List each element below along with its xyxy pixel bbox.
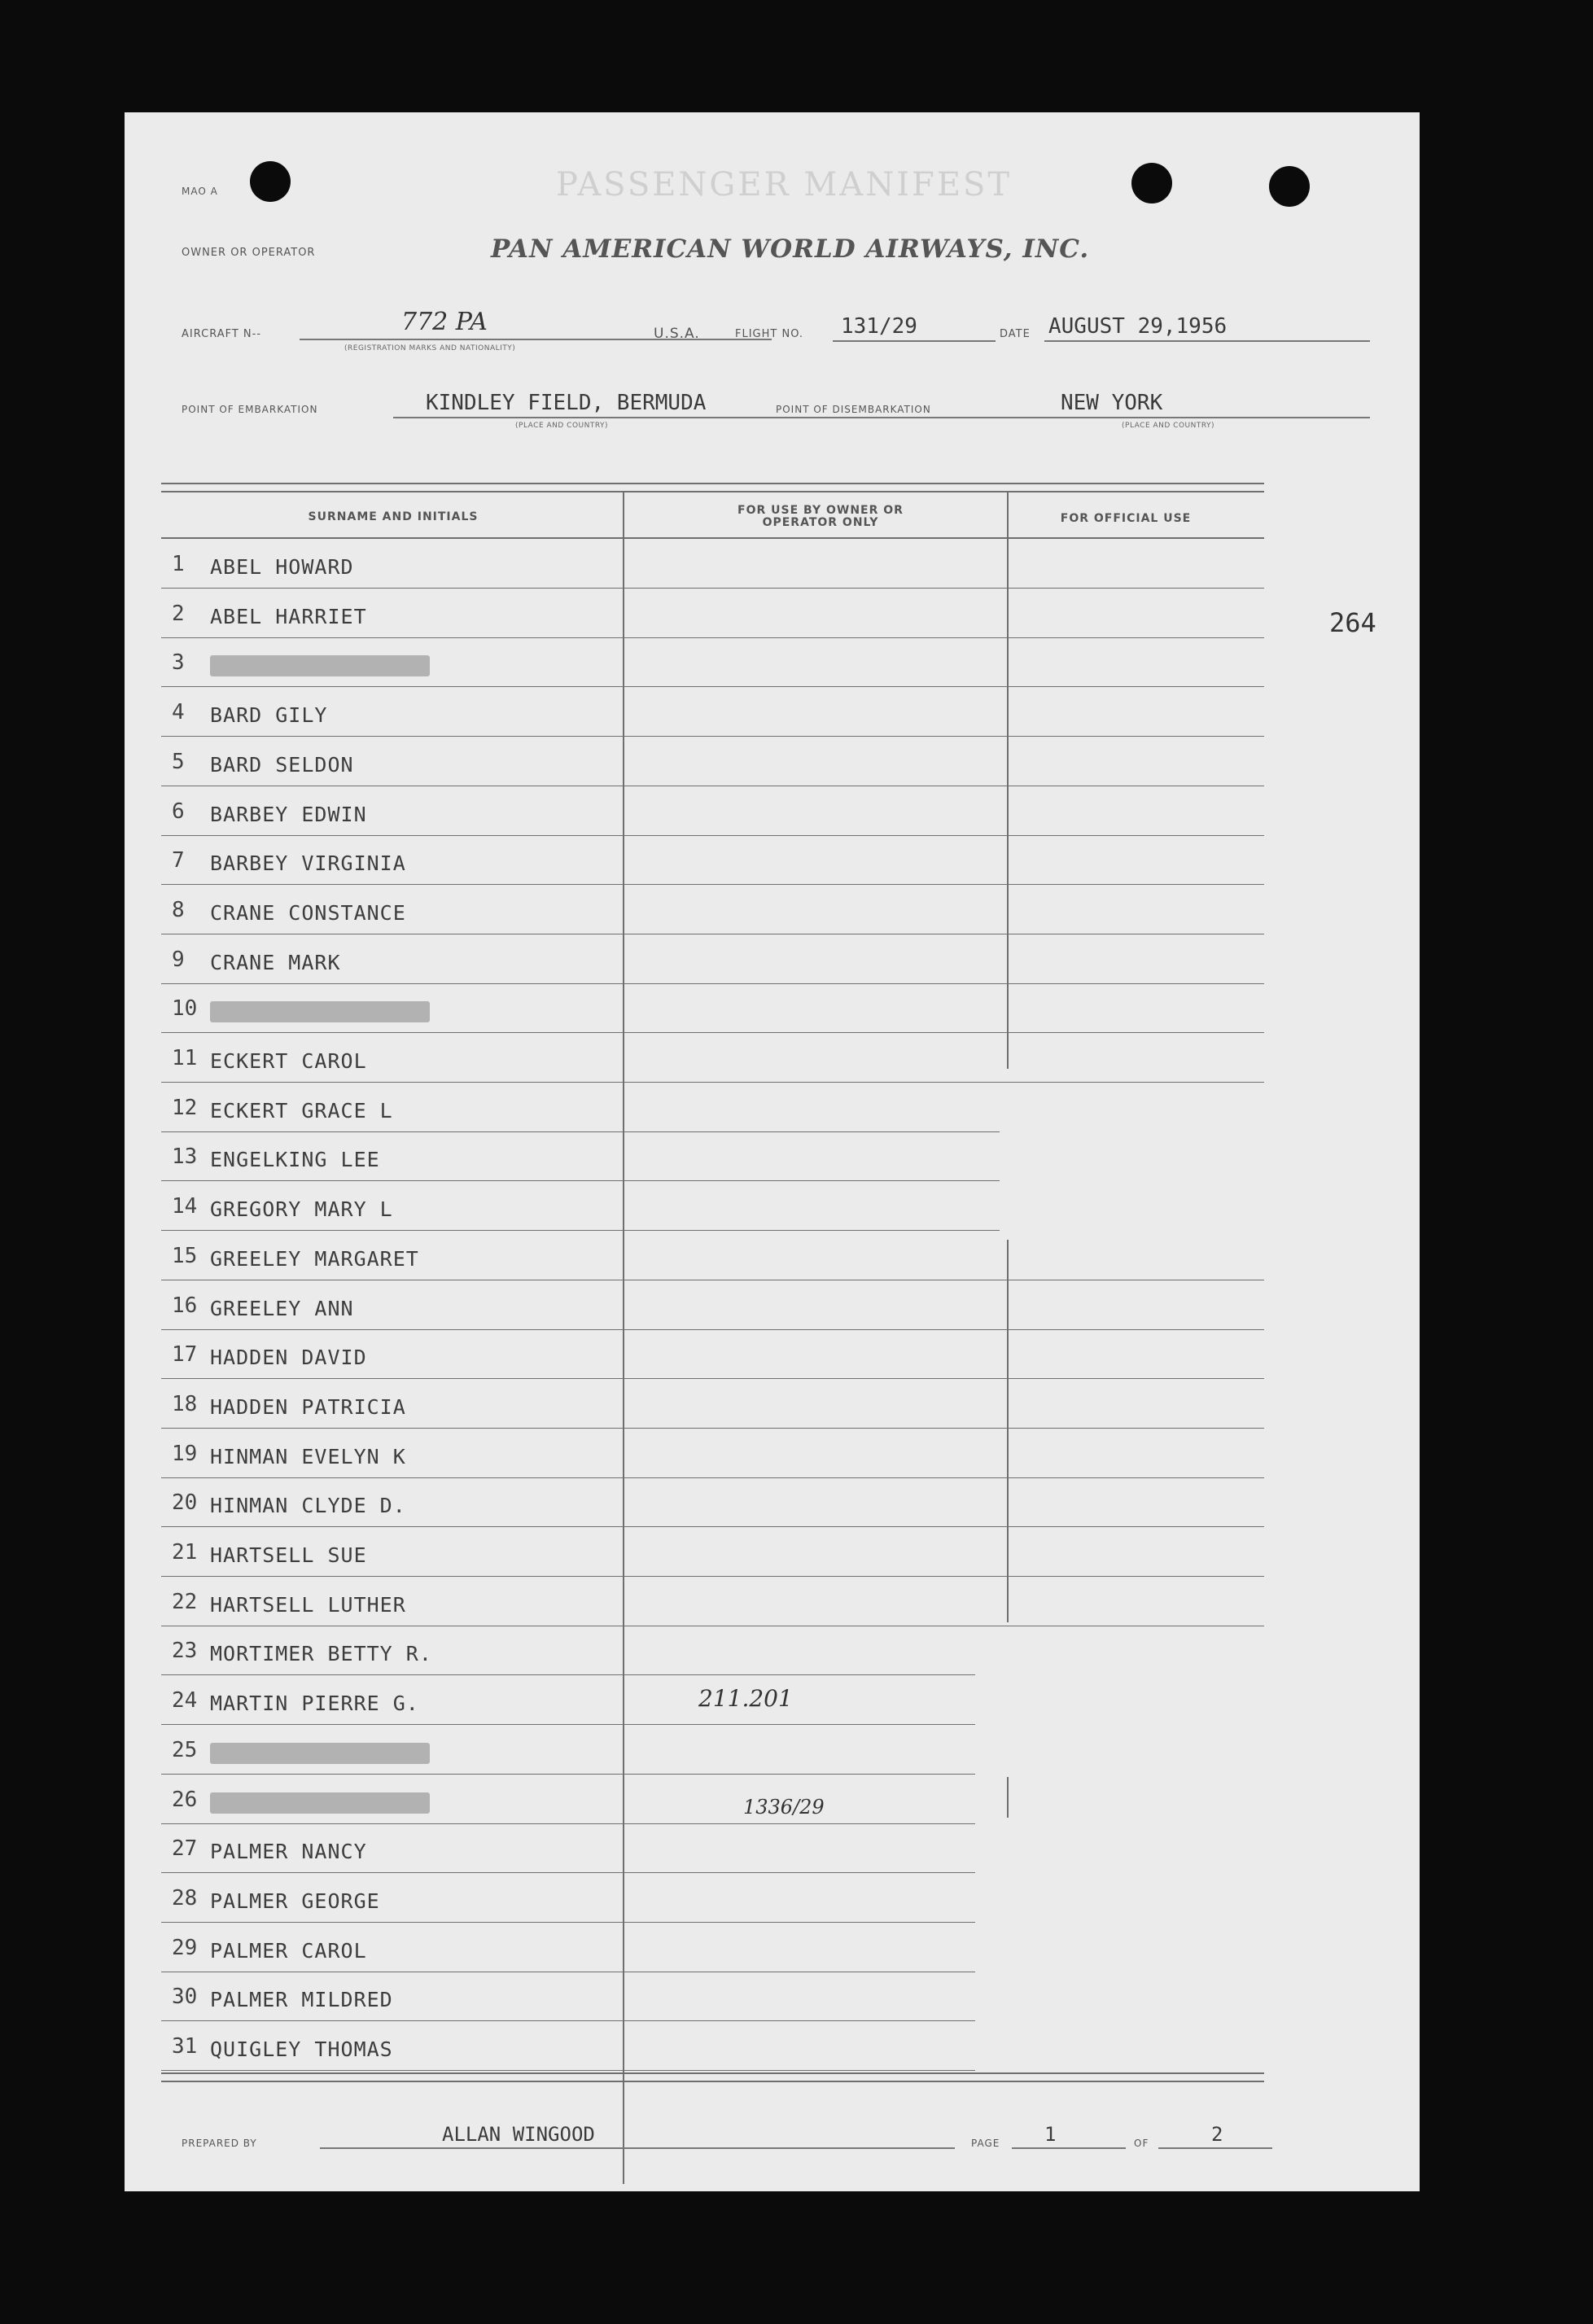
row-number: 14 <box>172 1194 198 1219</box>
row-rule <box>161 1774 975 1775</box>
flight-value: 131/29 <box>841 314 917 339</box>
disembark-label: POINT OF DISEMBARKATION <box>776 404 931 415</box>
row-number: 7 <box>172 848 185 873</box>
table-bottom-rule <box>161 2072 1264 2074</box>
page-annotation: 264 <box>1329 607 1376 638</box>
row-rule <box>161 884 1264 885</box>
row-rule <box>161 1724 975 1725</box>
passenger-name: GREGORY MARY L <box>210 1197 393 1222</box>
table-top-rule <box>161 483 1264 484</box>
row-number: 31 <box>172 2034 198 2059</box>
passenger-name: MORTIMER BETTY R. <box>210 1642 432 1666</box>
date-underline <box>1044 340 1370 342</box>
passenger-name: PALMER GEORGE <box>210 1889 380 1913</box>
row-number: 29 <box>172 1935 198 1960</box>
row-number: 3 <box>172 650 185 676</box>
aircraft-sub: (REGISTRATION MARKS AND NATIONALITY) <box>344 344 516 352</box>
passenger-name: MARTIN PIERRE G. <box>210 1692 419 1716</box>
redacted-entry <box>210 1743 430 1764</box>
embark-sub: (PLACE AND COUNTRY) <box>515 422 609 430</box>
date-value: AUGUST 29,1956 <box>1048 314 1228 339</box>
disembark-sub: (PLACE AND COUNTRY) <box>1122 422 1215 430</box>
row-number: 12 <box>172 1095 198 1120</box>
redacted-entry <box>210 655 430 676</box>
embark-value: KINDLEY FIELD, BERMUDA <box>426 391 707 415</box>
passenger-name: ENGELKING LEE <box>210 1148 380 1172</box>
passenger-name: HINMAN CLYDE D. <box>210 1494 406 1518</box>
col-header-name: SURNAME AND INITIALS <box>308 510 479 523</box>
aircraft-underline <box>300 339 772 340</box>
col-divider-2b <box>1007 1240 1009 1622</box>
row-rule <box>161 1082 1264 1083</box>
of-label: OF <box>1134 2138 1149 2149</box>
passenger-name: ECKERT CAROL <box>210 1049 367 1073</box>
row-rule <box>161 1032 1264 1033</box>
row-number: 11 <box>172 1046 198 1070</box>
table-header-rule <box>161 537 1264 539</box>
flight-underline <box>833 340 996 342</box>
row-number: 28 <box>172 1885 198 1910</box>
row-rule <box>161 835 1264 836</box>
owner-value: PAN AMERICAN WORLD AIRWAYS, INC. <box>491 234 1090 264</box>
passenger-name: ABEL HOWARD <box>210 555 354 579</box>
row-rule <box>161 686 1264 687</box>
row-number: 15 <box>172 1243 198 1268</box>
form-code: MAO A <box>182 186 218 197</box>
flight-label: FLIGHT NO. <box>735 328 804 340</box>
date-label: DATE <box>1000 328 1031 340</box>
row-rule <box>161 1674 975 1675</box>
owner-label: OWNER OR OPERATOR <box>182 247 316 259</box>
row-number: 27 <box>172 1836 198 1862</box>
page-underline <box>1012 2147 1126 2149</box>
row-number: 4 <box>172 700 185 725</box>
punch-hole-icon <box>1269 166 1310 207</box>
passenger-name: HARTSELL LUTHER <box>210 1592 406 1617</box>
embark-underline <box>393 417 1370 418</box>
row-number: 6 <box>172 799 185 824</box>
row-rule <box>161 1872 975 1873</box>
row-number: 10 <box>172 996 198 1022</box>
of-value: 2 <box>1211 2123 1223 2146</box>
row-rule <box>161 1131 1000 1132</box>
passenger-name: GREELEY ANN <box>210 1296 354 1320</box>
owner-note-2: 1336/29 <box>743 1796 825 1818</box>
row-number: 23 <box>172 1639 198 1664</box>
table-bottom-rule-2 <box>161 2081 1264 2082</box>
row-rule <box>161 1477 1264 1478</box>
row-rule <box>161 1329 1264 1330</box>
row-number: 16 <box>172 1293 198 1318</box>
page-label: PAGE <box>971 2138 1000 2149</box>
row-number: 13 <box>172 1144 198 1170</box>
row-number: 21 <box>172 1540 198 1565</box>
owner-note-1: 211.201 <box>698 1685 793 1712</box>
usa-label: U.S.A. <box>654 326 700 342</box>
passenger-name: BARD SELDON <box>210 752 354 777</box>
passenger-name: PALMER NANCY <box>210 1840 367 1864</box>
redacted-entry <box>210 1792 430 1814</box>
col-divider-2 <box>1007 491 1009 1069</box>
row-number: 25 <box>172 1737 198 1762</box>
of-underline <box>1158 2147 1272 2149</box>
col-header-official: FOR OFFICIAL USE <box>1060 512 1192 525</box>
passenger-name: BARBEY VIRGINIA <box>210 851 406 876</box>
passenger-name: BARBEY EDWIN <box>210 802 367 826</box>
prepared-underline <box>320 2147 955 2149</box>
passenger-name: PALMER MILDRED <box>210 1988 393 2012</box>
form-title: PASSENGER MANIFEST <box>556 166 1013 204</box>
table-top-rule-2 <box>161 491 1264 492</box>
row-rule <box>161 1576 1264 1577</box>
passenger-name: HINMAN EVELYN K <box>210 1444 406 1468</box>
disembark-value: NEW YORK <box>1061 391 1163 415</box>
passenger-name: HARTSELL SUE <box>210 1543 367 1567</box>
row-number: 30 <box>172 1985 198 2010</box>
row-rule <box>161 1378 1264 1379</box>
passenger-name: BARD GILY <box>210 703 328 728</box>
passenger-name: GREELEY MARGARET <box>210 1246 419 1271</box>
row-number: 20 <box>172 1490 198 1516</box>
col-divider-1 <box>623 491 624 2184</box>
row-number: 22 <box>172 1589 198 1614</box>
punch-hole-icon <box>250 161 291 202</box>
row-rule <box>161 1526 1264 1527</box>
prepared-label: PREPARED BY <box>182 2138 257 2149</box>
row-number: 9 <box>172 947 185 972</box>
punch-hole-icon <box>1131 163 1172 204</box>
row-rule <box>161 588 1264 589</box>
embark-label: POINT OF EMBARKATION <box>182 404 318 415</box>
row-rule <box>161 2070 975 2071</box>
prepared-value: ALLAN WINGOOD <box>442 2123 595 2146</box>
row-number: 17 <box>172 1342 198 1368</box>
row-number: 26 <box>172 1787 198 1812</box>
passenger-name: CRANE MARK <box>210 950 341 974</box>
row-rule <box>161 1180 1000 1181</box>
manifest-sheet <box>125 112 1420 2191</box>
aircraft-label: AIRCRAFT N-- <box>182 328 262 340</box>
row-rule <box>161 736 1264 737</box>
passenger-name: CRANE CONSTANCE <box>210 900 406 925</box>
col-divider-2c <box>1007 1777 1009 1818</box>
passenger-name: HADDEN PATRICIA <box>210 1394 406 1419</box>
row-rule <box>161 983 1264 984</box>
passenger-name: PALMER CAROL <box>210 1938 367 1963</box>
row-rule <box>161 637 1264 638</box>
row-number: 18 <box>172 1391 198 1416</box>
row-rule <box>161 1823 975 1824</box>
row-number: 24 <box>172 1688 198 1713</box>
row-number: 19 <box>172 1441 198 1466</box>
passenger-name: QUIGLEY THOMAS <box>210 2037 393 2061</box>
row-number: 2 <box>172 601 185 626</box>
row-rule <box>161 1230 1000 1231</box>
passenger-name: HADDEN DAVID <box>210 1346 367 1370</box>
row-number: 5 <box>172 749 185 774</box>
row-rule <box>161 1922 975 1923</box>
redacted-entry <box>210 1001 430 1022</box>
passenger-name: ABEL HARRIET <box>210 604 367 628</box>
col-header-owner: FOR USE BY OWNER OR OPERATOR ONLY <box>737 504 904 529</box>
row-rule <box>161 1428 1264 1429</box>
row-rule <box>161 2020 975 2021</box>
row-number: 8 <box>172 897 185 922</box>
page-value: 1 <box>1044 2123 1057 2146</box>
aircraft-value: 772 PA <box>401 308 488 336</box>
passenger-name: ECKERT GRACE L <box>210 1098 393 1123</box>
row-number: 1 <box>172 552 185 576</box>
